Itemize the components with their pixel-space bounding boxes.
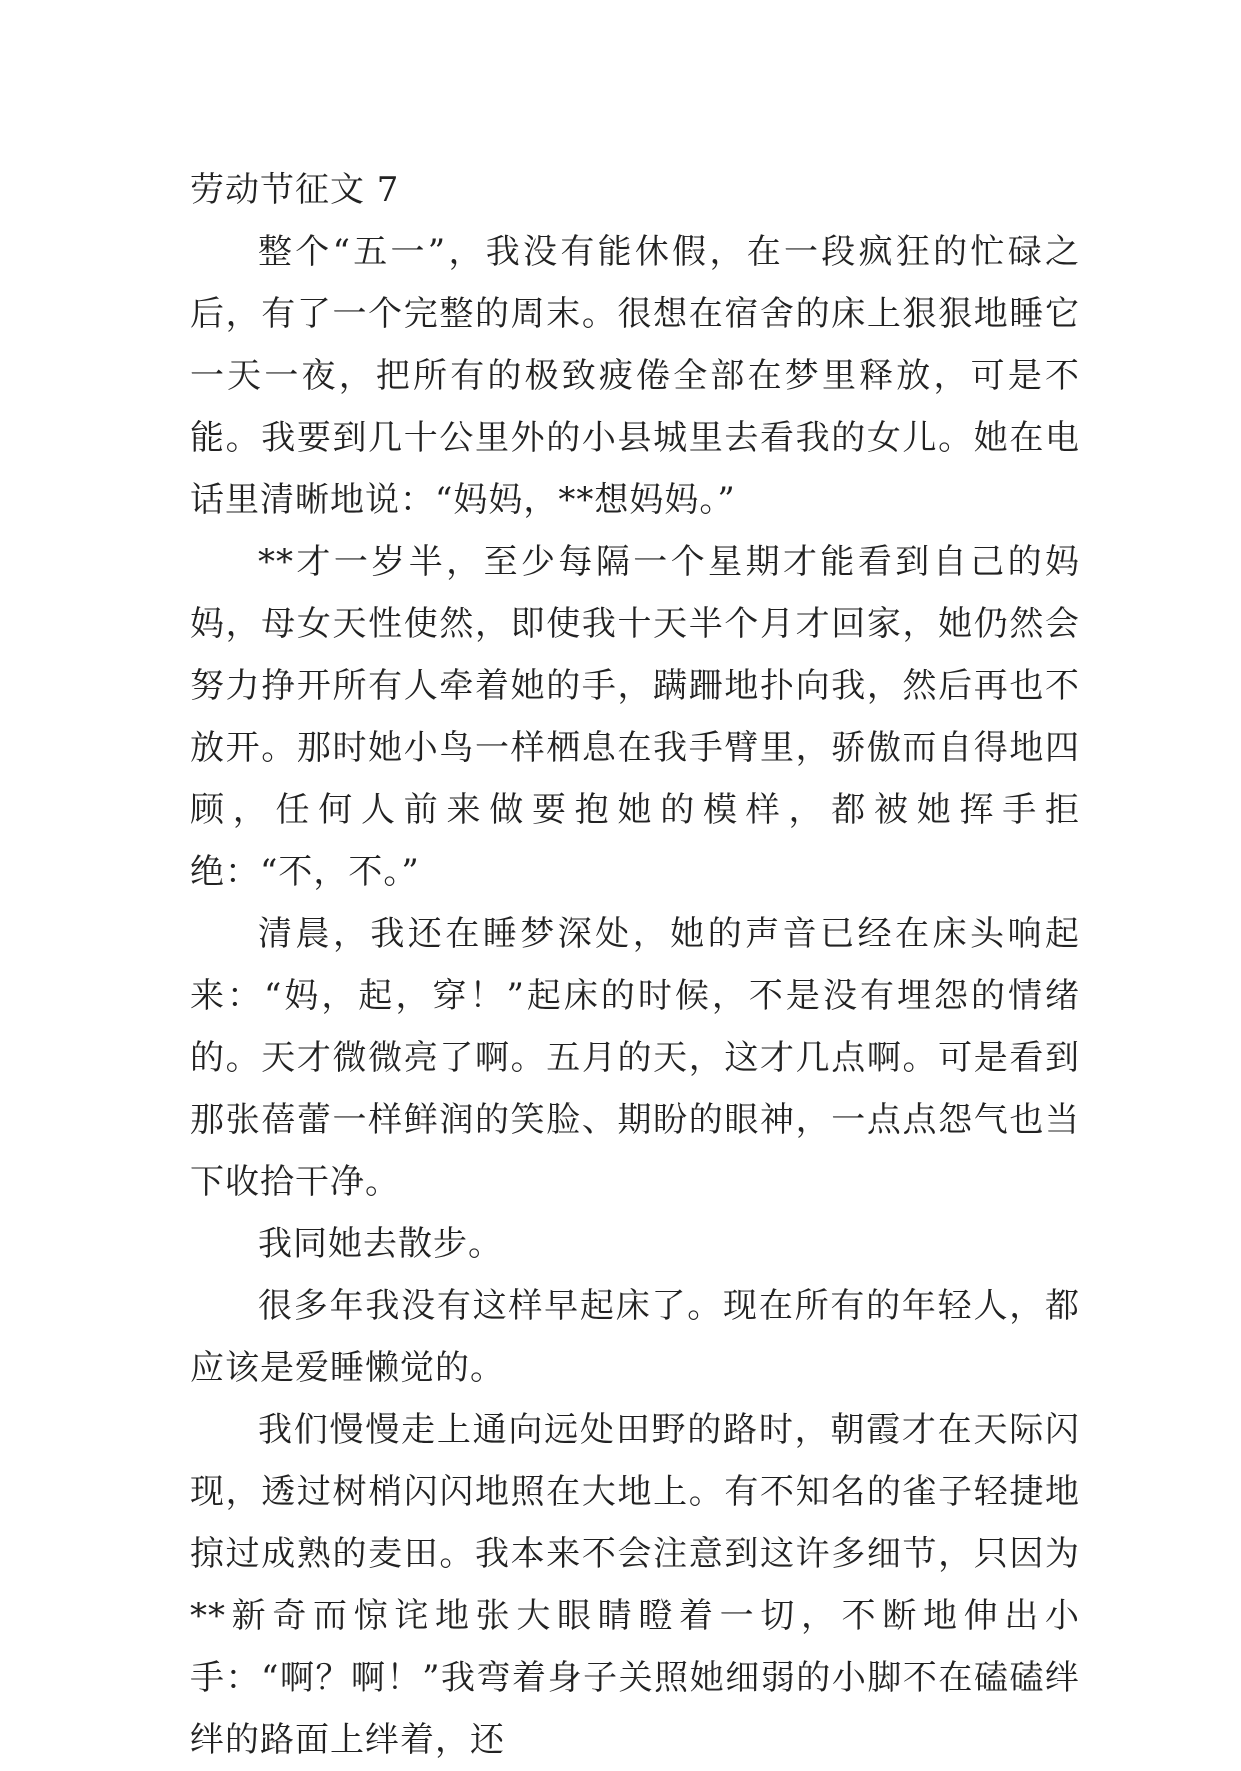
paragraph-5: 很多年我没有这样早起床了。现在所有的年轻人，都应该是爱睡懒觉的。 (190, 1286, 1080, 1388)
paragraph-3: 清晨，我还在睡梦深处，她的声音已经在床头响起来：“妈，起，穿！”起床的时候，不是没有埋怨的情绪的。天才微微亮了啊。五月的天，这才几点啊。可是看到那张蓓蕾一样鲜润的笑脸、期盼的眼神，一点点怨气也当下收拾干净。 (190, 914, 1080, 1202)
paragraph-1: 整个“五一”，我没有能休假，在一段疯狂的忙碌之后，有了一个完整的周末。很想在宿舍的床上狠狠地睡它一天一夜，把所有的极致疲倦全部在梦里释放，可是不能。我要到几十公里外的小县城里去看我的女儿。她在电话里清晰地说：“妈妈，**想妈妈。” (190, 232, 1080, 520)
paragraph-2: **才一岁半，至少每隔一个星期才能看到自己的妈妈，母女天性使然，即使我十天半个月才回家，她仍然会努力挣开所有人牵着她的手，蹒跚地扑向我，然后再也不放开。那时她小鸟一样栖息在我手臂里，骄傲而自得地四顾，任何人前来做要抱她的模样，都被她挥手拒绝：“不，不。” (190, 542, 1080, 892)
document-title: 劳动节征文 7 (190, 170, 400, 210)
paragraph-6: 我们慢慢走上通向远处田野的路时，朝霞才在天际闪现，透过树梢闪闪地照在大地上。有不知名的雀子轻捷地掠过成熟的麦田。我本来不会注意到这许多细节，只因为**新奇而惊诧地张大眼睛瞪着一切，不断地伸出小手：“啊？啊！”我弯着身子关照她细弱的小脚不在磕磕绊绊的路面上绊着，还 (190, 1410, 1080, 1760)
paragraph-4: 我同她去散步。 (258, 1224, 503, 1264)
document-body (190, 159, 1080, 1771)
